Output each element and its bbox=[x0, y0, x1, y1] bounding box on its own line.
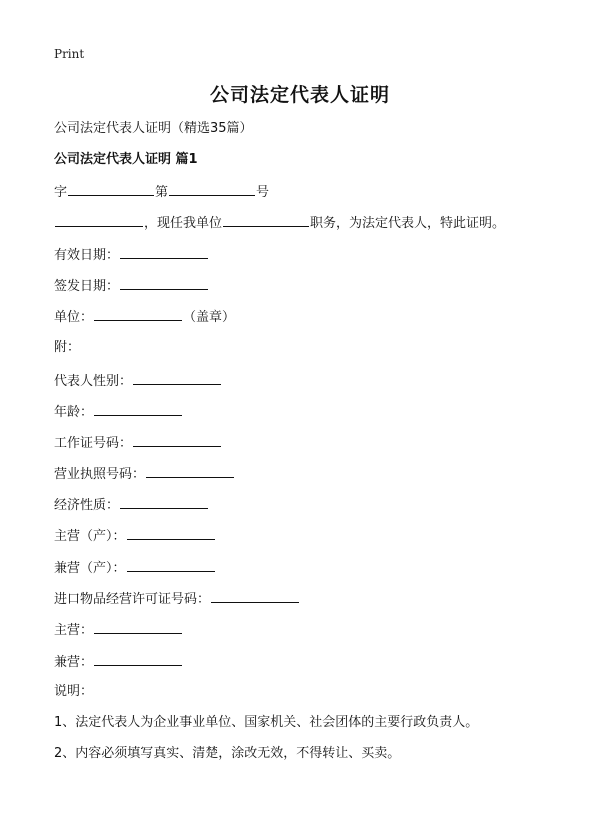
main-business-label: 主营（产）： bbox=[54, 529, 126, 544]
name-blank[interactable] bbox=[55, 213, 143, 227]
issue-date-label: 签发日期： bbox=[54, 279, 120, 294]
work-id-blank[interactable] bbox=[133, 433, 221, 447]
import-permit-line bbox=[54, 589, 300, 609]
seal-label: （盖章） bbox=[183, 310, 236, 325]
zi-label: 字 bbox=[54, 185, 68, 200]
valid-date-label: 有效日期： bbox=[54, 248, 120, 263]
license-line bbox=[54, 464, 235, 484]
note-2: 2、内容必须填写真实、清楚，涂改无效，不得转让、买卖。 bbox=[54, 746, 401, 761]
statement-end: 职务，为法定代表人，特此证明。 bbox=[310, 216, 506, 231]
side-business-label: 兼营（产）： bbox=[54, 561, 126, 576]
hao-label: 号 bbox=[256, 185, 270, 200]
work-id-label: 工作证号码： bbox=[54, 436, 133, 451]
unit-blank[interactable] bbox=[94, 307, 182, 321]
age-blank[interactable] bbox=[94, 402, 182, 416]
attachment-label: 附： bbox=[54, 340, 81, 355]
document-subtitle: 公司法定代表人证明（精选35篇） bbox=[54, 121, 253, 136]
unit-label: 单位： bbox=[54, 310, 94, 325]
side-business-blank[interactable] bbox=[127, 558, 215, 572]
statement-middle: ，现任我单位 bbox=[144, 216, 223, 231]
side-business-line bbox=[54, 558, 216, 578]
economy-line bbox=[54, 495, 209, 515]
gender-line bbox=[54, 371, 222, 391]
license-label: 营业执照号码： bbox=[54, 467, 146, 482]
unit-line bbox=[54, 307, 235, 327]
main-business-line bbox=[54, 526, 216, 546]
main-line bbox=[54, 620, 183, 640]
main-blank[interactable] bbox=[94, 620, 182, 634]
import-permit-blank[interactable] bbox=[211, 589, 299, 603]
issue-date-line bbox=[54, 276, 209, 296]
work-id-line bbox=[54, 433, 222, 453]
side-label: 兼营： bbox=[54, 655, 94, 670]
position-blank[interactable] bbox=[223, 213, 309, 227]
gender-blank[interactable] bbox=[133, 371, 221, 385]
age-label: 年龄： bbox=[54, 405, 94, 420]
main-business-blank[interactable] bbox=[127, 526, 215, 540]
section-heading: 公司法定代表人证明 篇1 bbox=[54, 152, 198, 167]
zi-blank[interactable] bbox=[68, 182, 154, 196]
note-1: 1、法定代表人为企业事业单位、国家机关、社会团体的主要行政负责人。 bbox=[54, 715, 479, 730]
di-label: 第 bbox=[155, 185, 169, 200]
di-blank[interactable] bbox=[169, 182, 255, 196]
reference-number-line bbox=[54, 182, 269, 202]
valid-date-line bbox=[54, 245, 209, 265]
import-permit-label: 进口物品经营许可证号码： bbox=[54, 592, 211, 607]
issue-date-blank[interactable] bbox=[120, 276, 208, 290]
gender-label: 代表人性别： bbox=[54, 374, 133, 389]
print-link[interactable]: Print bbox=[54, 47, 85, 61]
page-title: 公司法定代表人证明 bbox=[209, 84, 390, 106]
valid-date-blank[interactable] bbox=[120, 245, 208, 259]
license-blank[interactable] bbox=[146, 464, 234, 478]
side-blank[interactable] bbox=[94, 652, 182, 666]
main-label: 主营： bbox=[54, 623, 94, 638]
statement-line bbox=[54, 213, 505, 233]
age-line bbox=[54, 402, 183, 422]
notes-heading: 说明： bbox=[54, 684, 94, 699]
side-line bbox=[54, 652, 183, 672]
economy-blank[interactable] bbox=[120, 495, 208, 509]
economy-label: 经济性质： bbox=[54, 498, 120, 513]
